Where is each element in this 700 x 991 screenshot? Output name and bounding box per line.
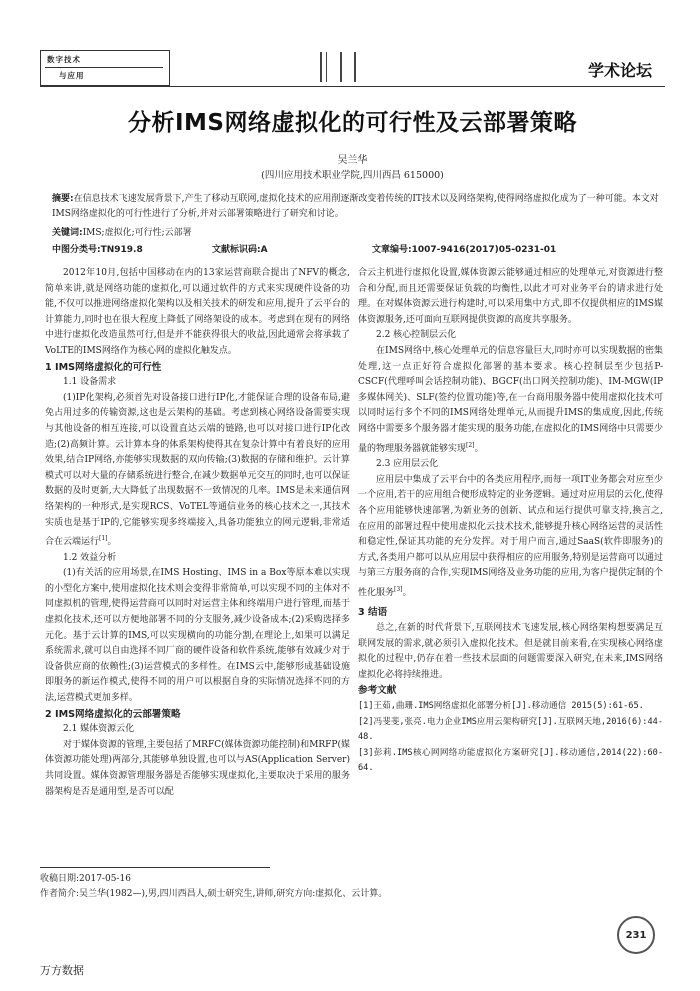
- paragraph: (1)IP化架构,必须首先对设备接口进行IP化,才能保证合理的设备布局,避免占用过多的传输资源,这也是云架构的基础。考虑到核心网络设备需要实现与其他设备的相互连接,可以设置直达云端的链路,也可以对接口进行IP化改造;(2)高频计算。云计算本身的体系架构使得其在复杂计算中有着良好的应用效果,结合IP网络,亦能够实现数据的双向传输;(3)数据的存储和维护。云计算模式可以对大量的存储系统进行整合,在减少数据单元交互的同时,也可以保证数据的及时更新,大大降低了出现数据不一致情况的几率。IMS是未来通信网络架构的一种形式,是实现RCS、VoTEL等通信业务的核心技术之一,其技术实质也是基于IP的,它能够实现多终端接入,具备功能独立的网元逻辑,非常适合在云端运行[1]。: [45, 392, 350, 548]
- citation: [3]: [394, 585, 403, 593]
- reference-list: [358, 699, 663, 777]
- keywords-text: IMS;虚拟化;可行性;云部署: [82, 228, 192, 238]
- citation: [1]: [99, 535, 108, 543]
- logo-divider: [45, 67, 163, 68]
- keywords-label: 关键词:: [52, 228, 83, 238]
- received-date: 收稿日期:2017-05-16: [40, 874, 131, 884]
- footnote-rule: [40, 867, 270, 868]
- header-bar: [354, 52, 356, 82]
- header-bar: [340, 52, 342, 82]
- author-name: 吴兰华: [337, 155, 368, 166]
- journal-logo: [40, 50, 170, 86]
- journal-name-line2: 与应用: [59, 71, 85, 80]
- journal-name-line1: 数字技术: [47, 55, 81, 64]
- subsection-heading: 1.2 效益分析: [63, 552, 117, 563]
- reference-item: [2]冯斐斐,张亮.电力企业IMS应用云架构研究[J].互联网天地,2016(6):44-48.: [358, 716, 663, 743]
- paragraph: 在IMS网络中,核心处理单元的信息容量巨大,同时亦可以实现数据的密集处理,这一点正好符合虚拟化部署的基本要求。核心控制层至少包括P-CSCF(代理呼叫会话控制功能)、BGCF(出口网关控制功能)、IM-MGW(IP多媒体网关)、SLF(签约位置功能)等,在一台商用服务器中使用虚拟化技术可以同时运行多个不同的IMS网络处理单元,从而提升IMS的集成度,因此,传统网络中需要多个服务器才能实现的服务功能,在虚拟化的IMS网络中只需要少量的物理服务器就能够实现[2]。: [358, 345, 663, 454]
- subsection-heading: 2.1 媒体资源云化: [63, 724, 135, 735]
- watermark: 万方数据: [40, 964, 84, 977]
- article-title: 分析IMS网络虚拟化的可行性及云部署策略: [127, 110, 577, 136]
- paragraph: (1)有关活的应用场景,在IMS Hosting、IMS in a Box等原本难以实现的小型化方案中,使用虚拟化技术则会变得非常简单,可以实现不同的主体对不同虚拟机的管理,使得运营商可以同时对运营主体和终端用户进行管理,而基于虚拟化技术,还可以方便地部署不同的分支服务,减少设备成本;(2)采购选择多元化。基于云计算的IMS,可以实现横向的功能分割,在理论上,如果可以满足系统需求,就可以自由选择不同厂商的硬件设备和软件系统,能够有效减少对于设备供应商的依赖性;(3)运营模式的多样性。在IMS云中,能够形成基础设施即服务的新运作模式,使得不同的用户可以根据自身的实际情况选择不同的方法,运营模式更加多样。: [45, 568, 350, 704]
- abstract-text: 在信息技术飞速发展背景下,产生了移动互联网,虚拟化技术的应用削逐渐改变着传统的IT技术以及网络架构,使得网络虚拟化成为了一种可能。本文对IMS网络虚拟化的可行性进行了分析,并对云部署策略进行了研究和讨论。: [52, 194, 659, 219]
- paragraph: 对于媒体资源的管理,主要包括了MRFC(媒体资源功能控制)和MRFP(媒体资源功能处理)两部分,其能够单独设置,也可以与AS(Application Server)共同设置。媒体资源管理服务器是否能够实现虚拟化,主要取决于采用的服务器架构是否是通用型,是否可以配: [45, 739, 350, 797]
- paragraph: 应用层中集成了云平台中的各类应用程序,而每一项IT业务都会对应至少一个应用,若干的应用组合便形成特定的业务逻辑。通过对应用层的云化,使得各个应用能够快速部署,为新业务的创新、试点和运行提供可靠支持,换言之,在应用的部署过程中使用虚拟化云技术技术,能够提升核心网络运营的灵活性和稳定性,保证其功能的充分发挥。对于用户而言,通过SaaS(软件即服务)的方式,各类用户都可以从应用层中获得相应的应用服务,特别是运营商可以通过与第三方服务商的合作,实现IMS网络及业务功能的应用,为客户提供定制的个性化服务[3]。: [358, 474, 663, 598]
- reference-item: [1]王茹,曲珊.IMS网络虚拟化部署分析[J].移动通信 2015(5):61-65.: [358, 701, 644, 712]
- section-label: 学术论坛: [588, 61, 653, 80]
- keywords: [52, 225, 192, 238]
- paragraph: 2012年10月,包括中国移动在内的13家运营商联合提出了NFV的概念,简单来讲,就是网络功能的虚拟化,可以通过软件的方式来实现硬件设备的功能,不仅可以推进网络虚拟化架构以及相关技术的研发和应用,提升了云平台的计算能力,同时也在很大程度上降低了网络架设的成本。考虑到在现有的网络中进行虚拟化改造虽然可行,但是并不能获得很大的收益,因此通常会将承载了VoLTE的IMS网络作为核心网的虚拟化触发点。: [45, 268, 350, 356]
- section-heading: 3 结语: [358, 607, 388, 619]
- references-heading: 参考文献: [358, 685, 397, 697]
- header-bar: [320, 52, 322, 82]
- paragraph: 总之,在新的时代背景下,互联网技术飞速发展,核心网络架构想要满足互联网发展的需求,就必须引入虚拟化技术。但是就目前来看,在实现核心网络虚拟化的过程中,仍存在着一些技术层面的问题需要深入研究,在未来,IMS网络虚拟化必将持续推进。: [358, 623, 663, 680]
- clc-number: 中图分类号:TN919.8: [52, 245, 143, 255]
- subsection-heading: 1.1 设备需求: [63, 377, 117, 388]
- abstract: [52, 192, 662, 222]
- section-heading: 2 IMS网络虚拟化的云部署策略: [45, 708, 181, 720]
- left-column: [45, 266, 350, 800]
- page-number-badge: [617, 916, 655, 954]
- right-column: [358, 266, 663, 777]
- author-bio: 作者简介:吴兰华(1982—),男,四川西昌人,硕士研究生,讲师,研究方向:虚拟化、云计算。: [40, 889, 388, 899]
- author-affiliation: (四川应用技术职业学院,四川西昌 615000): [261, 170, 444, 181]
- document-code: 文献标识码:A: [212, 245, 268, 255]
- subsection-heading: 2.3 应用层云化: [376, 459, 439, 470]
- section-heading: 1 IMS网络虚拟化的可行性: [45, 361, 162, 373]
- header-rule: [40, 86, 665, 87]
- paragraph: 合云主机进行虚拟化设置,媒体资源云能够通过相应的处理单元,对资源进行整合和分配,而且还需要保证负载的均衡性,以此才可对业务平台的请求进行处理。在对媒体资源云进行构建时,可以采用集中方式,即不仅提供相应的IMS媒体资源服务,还可面向互联网提供资源的高度共享服务。: [358, 268, 663, 325]
- subsection-heading: 2.2 核心控制层云化: [376, 330, 457, 341]
- article-number: 文章编号:1007-9416(2017)05-0231-01: [372, 245, 557, 255]
- reference-item: [3]彭莉.IMS核心网网络功能虚拟化方案研究[J].移动通信,2014(22):60-64.: [358, 747, 663, 774]
- header-bar: [326, 52, 327, 82]
- citation: [2]: [466, 441, 475, 449]
- abstract-label: 摘要:: [52, 194, 74, 204]
- page-number: 231: [625, 930, 647, 941]
